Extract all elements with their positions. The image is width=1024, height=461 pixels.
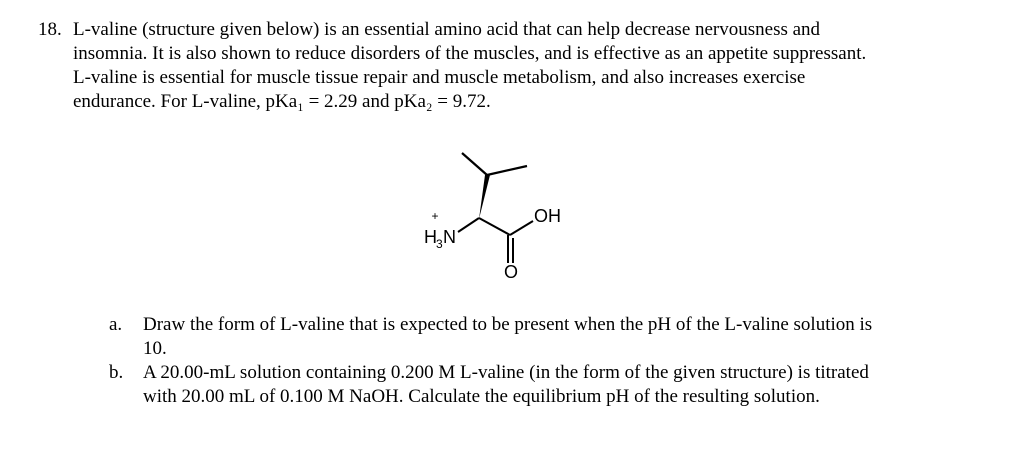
bond-methyl-right (487, 166, 527, 175)
question-line: insomnia. It is also shown to reduce disorders of the muscles, and is effective as an appetite suppressant. (73, 43, 867, 64)
part-a-line: 10. (143, 338, 167, 359)
bond-n-alpha (458, 218, 479, 232)
question-line: L-valine (structure given below) is an essential amino acid that can help decrease nervousness and (73, 19, 821, 40)
question-line: endurance. For L-valine, pKa₁ = 2.29 and pKa₂ = 9.72. (73, 91, 491, 112)
part-b-line: with 20.00 mL of 0.100 M NaOH. Calculate the equilibrium pH of the resulting solution. (143, 386, 820, 407)
bond-carbonyl-oh (510, 221, 533, 235)
question-line: L-valine is essential for muscle tissue repair and muscle metabolism, and also increases exercise (73, 67, 806, 88)
bond-methyl-left (462, 153, 487, 175)
question-text (73, 18, 973, 114)
part-a-letter: a. (109, 314, 123, 335)
amine-n: N (443, 227, 456, 247)
amine-charge: + (431, 209, 439, 223)
part-b-letter: b. (109, 362, 124, 383)
part-b-text (143, 361, 973, 409)
amine-subscript: 3 (436, 237, 443, 251)
valine-structure (400, 140, 600, 285)
hydroxyl-label: OH (534, 206, 561, 226)
carbonyl-oxygen: O (504, 262, 519, 282)
question-number: 18. (38, 19, 62, 40)
bond-alpha-carbonyl (479, 218, 510, 235)
amine-h: H (424, 227, 437, 247)
wedge-bond (479, 175, 490, 219)
part-a-text (143, 313, 973, 361)
part-a-line: Draw the form of L-valine that is expected to be present when the pH of the L-valine solution is (143, 314, 873, 335)
part-b-line: A 20.00-mL solution containing 0.200 M L-valine (in the form of the given structure) is titrated (143, 362, 869, 383)
